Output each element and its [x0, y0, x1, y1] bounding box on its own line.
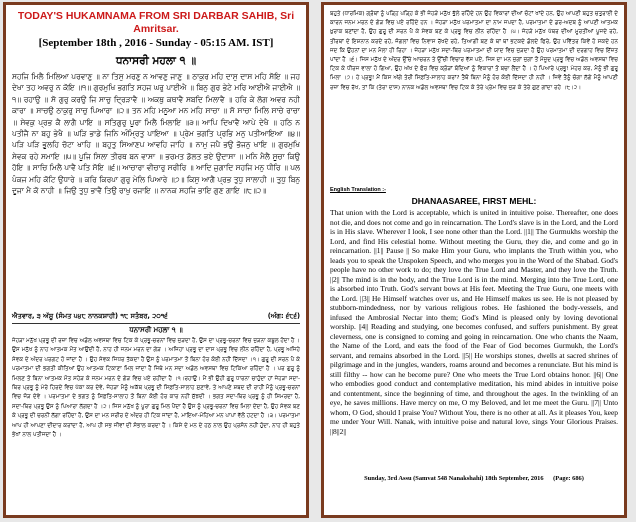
hukamnama-title: TODAY'S HUKAMNAMA FROM SRI DARBAR SAHIB, Sri Amritsar. [17, 10, 295, 35]
right-page [321, 2, 627, 518]
shabad-heading: ਧਨਾਸਰੀ ਮਹਲਾ ੧ ॥ [115, 55, 197, 67]
footer-date: Sunday, 3rd Assu (Samvat 548 Nanakshahi) 18th September, 2016 [364, 475, 544, 482]
gurmukhi-page-number: (ਅੰਗ: ੬੮੬) [267, 312, 300, 320]
english-translation: That union with the Lord is acceptable, which is united in intuitive poise. Thereafter, one does not die, and does not come and go in reincarnation. The Lord's slave is in the Lord, and the Lord is in His slave. Wherever I look, I see none other than the Lord. ||1|| The Gurmukhs worship the Lord, and find His celestial home. Without meeting the Guru, they die, and come and go in reincarnation. ||1|| Pause || So make Him your Guru, who implants the Truth within you, who leads you to speak the Unspoken Speech, and who merges you in the Word of the Shabad. God's people have no other work to do; they love the True Lord and Master, and they love the Truth. ||2|| The mind is in the body, and the True Lord is in the mind. Merging into the True Lord, one is absorbed into Truth. God's servant bows at His feet. Meeting the True Guru, one meets with the Lord. ||3|| He Himself watches over us, and He Himself makes us see. He is not pleased by stubborn-mindedness, nor by various religious robes. He fashioned the body-vessels, and infused the Ambrosial Nectar into them; God's Mind is pleased only by loving devotional worship. ||4|| Reading and studying, one becomes confused, and suffers punishment. By great cleverness, one is consigned to coming and going in reincarnation. One who chants the Naam, the Name of the Lord, and eats the food of the Fear of God becomes Gurmukh, the Lord's servant, and remains absorbed in the Lord. ||5|| He worships stones, dwells at sacred shrines of pilgrimage and in the jungles, wanders, roams around and becomes a renunciate. But his mind is still filthy -- how can he become pure? One who meets the True Lord obtains honor. ||6|| One who embodies good conduct and contemplative meditation, his mind abides in intuitive poise and contentment, since the beginning of time, and throughout the ages. In the twinkling of an eye, he saves millions. Have mercy on me, O my Beloved, and let me meet the Guru. ||7|| Unto whom, O God, should I praise You? Without You, there is no other at all. As it pleases You, keep me under Your Will. Nanak, with intuitive poise and natural love, sings Your Glorious Praises. ||8||2|| [330, 208, 618, 436]
english-translation-label: English Translation :- [330, 187, 386, 193]
commentary-continued: ਬਹੁਤੇ (ਧਾਰਮਿਕ) ਗ੍ਰੰਥਾਂ ਨੂੰ ਪੜ੍ਹਿ ਪੜ੍ਹਿ ਕੇ ਭੀ ਜੇਹੜੇ ਮਨੁੱਖ ਭੁੱਲੇ ਰਹਿੰਦੇ ਹਨ ਉਹ ਵਿਕਾਰਾਂ ਦੀਆਂ ਚੋਟਾਂ ਖਾਂਦੇ ਹਨ, ਉਹ ਆਪਣੀ ਬਹੁਤ ਚਤੁਰਾਈ ਦੇ ਕਾਰਨ ਜਨਮ ਮਰਨ ਦੇ ਗੇੜ ਵਿਚ ਪਏ ਰਹਿੰਦੇ ਹਨ । ਜੇਹੜਾ ਮਨੁੱਖ ਪਰਮਾਤਮਾ ਦਾ ਨਾਮ ਜਪਦਾ ਹੈ, ਪਰਮਾਤਮਾ ਦੇ ਡਰ-ਅਦਬ ਨੂੰ ਆਪਣੀ ਆਤਮਕ ਖ਼ੁਰਾਕ ਬਣਾਂਦਾ ਹੈ, ਉਹ ਗੁਰੂ ਦੀ ਸਰਨ ਪੈ ਕੇ ਸੇਵਕ ਬਣ ਕੇ ਪ੍ਰਭੂ ਵਿਚ ਲੀਨ ਰਹਿੰਦਾ ਹੈ ।੫। ਜੇਹੜੇ ਮਨੁੱਖ ਪੱਥਰ ਦੀਆਂ ਮੂਰਤੀਆਂ ਪੂਜਦੇ ਰਹੇ, ਤੀਰਥਾਂ ਦੇ ਇਸ਼ਨਾਨ ਕਰਦੇ ਰਹੇ, ਜੰਗਲਾਂ ਵਿਚ ਨਿਵਾਸ ਰੱਖਦੇ ਰਹੇ, ਤਿਆਗੀ ਬਣ ਕੇ ਥਾਂ ਥਾਂ ਭਟਕਦੇ ਡੋਲਦੇ ਫਿਰੇ, ਉਹ ਪਵਿੱਤਰ ਕਿਵੇਂ ਹੋ ਸਕਦੇ ਹਨ ਜਦ ਕਿ ਉਹਨਾਂ ਦਾ ਮਨ ਮੈਲਾ ਹੀ ਰਿਹਾ । ਜੇਹੜਾ ਮਨੁੱਖ ਸਦਾ-ਥਿਰ ਪਰਮਾਤਮਾ ਦੀ ਯਾਦ ਵਿਚ ਜੁੜਦਾ ਹੈ ਉਹ ਪਰਮਾਤਮਾ ਦੀ ਦਰਗਾਹ ਵਿਚ ਇੱਜ਼ਤ ਪਾਂਦਾ ਹੈ ।੬। ਜਿਸ ਮਨੁੱਖ ਦੇ ਅੰਦਰ ਉੱਚੇ ਆਚਰਨ ਤੇ ਉੱਚੀ ਵਿਚਾਰ ਵੱਸ ਪਏ, ਜਿਸ ਦਾ ਮਨ ਜੁਗਾਂ ਜੁਗਾਂ ਤੋਂ ਮੌਜੂਦ ਪ੍ਰਭੂ ਵਿਚ ਅਡੋਲ ਅਵਸਥਾ ਵਿਚ ਟਿਕ ਕੇ ਧੀਰਜ ਵਾਲਾ ਹੋ ਗਿਆ, ਉਹ ਅੱਖ ਦੇ ਫੋਰ ਵਿਚ ਕ੍ਰੋੜਾਂ ਬੰਦਿਆਂ ਨੂੰ ਵਿਕਾਰਾਂ ਤੋਂ ਬਚਾ ਲੈਂਦਾ ਹੈ । ਹੇ ਪਿਆਰੇ ਪ੍ਰਭੂ! ਮੇਹਰ ਕਰ, ਮੈਨੂੰ ਭੀ ਗੁਰੂ ਮਿਲਾ ।੭। ਹੇ ਪ੍ਰਭੂ! ਮੈਂ ਕਿਸ ਅੱਗੇ ਤੇਰੀ ਸਿਫ਼ਤਿ-ਸਾਲਾਹ ਕਰਾਂ? ਤੈਥੋਂ ਬਿਨਾ ਮੈਨੂੰ ਹੋਰ ਕੋਈ ਦਿੱਸਦਾ ਹੀ ਨਹੀਂ । ਜਿਵੇਂ ਤੈਨੂੰ ਚੰਗਾ ਲੱਗੇ ਮੈਨੂੰ ਆਪਣੀ ਰਜ਼ਾ ਵਿਚ ਰੱਖ, ਤਾਂ ਕਿ (ਤੇਰਾ ਦਾਸ) ਨਾਨਕ ਅਡੋਲ ਅਵਸਥਾ ਵਿਚ ਟਿਕ ਕੇ ਤੇਰੇ ਪ੍ਰੇਮ ਵਿਚ ਜੁੜ ਕੇ ਤੇਰੇ ਗੁਣ ਗਾਂਦਾ ਰਹੇ ।੮।੨। [330, 11, 618, 91]
commentary-heading: ਧਨਾਸਰੀ ਮਹਲਾ ੧ ॥ [129, 326, 183, 334]
shabad-text: ਸਹਜਿ ਮਿਲੈ ਮਿਲਿਆ ਪਰਵਾਣੁ ॥ ਨਾ ਤਿਸੁ ਮਰਣੁ ਨ ਆਵਣੁ ਜਾਣੁ ॥ ਠਾਕੁਰ ਮਹਿ ਦਾਸੁ ਦਾਸ ਮਹਿ ਸੋਇ ॥ ਜਹ ਦੇਖਾ ਤਹ ਅਵਰੁ ਨ ਕੋਇ ॥੧॥ ਗੁਰਮੁਖਿ ਭਗਤਿ ਸਹਜ ਘਰੁ ਪਾਈਐ ॥ ਬਿਨੁ ਗੁਰ ਭੇਟੇ ਮਰਿ ਆਈਐ ਜਾਈਐ ॥੧॥ ਰਹਾਉ ॥ ਸੋ ਗੁਰੁ ਕਰਉ ਜਿ ਸਾਚੁ ਦ੍ਰਿੜਾਵੈ ॥ ਅਕਥੁ ਕਥਾਵੈ ਸਬਦਿ ਮਿਲਾਵੈ ॥ ਹਰਿ ਕੇ ਲੋਗ ਅਵਰ ਨਹੀ ਕਾਰਾ ॥ ਸਾਚਉ ਠਾਕੁਰੁ ਸਾਚੁ ਪਿਆਰਾ ॥੨॥ ਤਨ ਮਹਿ ਮਨੂਆ ਮਨ ਮਹਿ ਸਾਚਾ ॥ ਸੋ ਸਾਚਾ ਮਿਲਿ ਸਾਚੇ ਰਾਚਾ ॥ ਸੇਵਕੁ ਪ੍ਰਭ ਕੈ ਲਾਗੈ ਪਾਇ ॥ ਸਤਿਗੁਰੁ ਪੂਰਾ ਮਿਲੈ ਮਿਲਾਇ ॥੩॥ ਆਪਿ ਦਿਖਾਵੈ ਆਪੇ ਦੇਖੈ ॥ ਹਠਿ ਨ ਪਤੀਜੈ ਨਾ ਬਹੁ ਭੇਖੈ ॥ ਘੜਿ ਭਾਡੇ ਜਿਨਿ ਅੰਮ੍ਰਿਤੁ ਪਾਇਆ ॥ ਪ੍ਰੇਮ ਭਗਤਿ ਪ੍ਰਭਿ ਮਨੁ ਪਤੀਆਇਆ ॥੪॥ ਪੜਿ ਪੜਿ ਭੂਲਹਿ ਚੋਟਾ ਖਾਹਿ ॥ ਬਹੁਤੁ ਸਿਆਣਪ ਆਵਹਿ ਜਾਹਿ ॥ ਨਾਮੁ ਜਪੈ ਭਉ ਭੋਜਨੁ ਖਾਇ ॥ ਗੁਰਮੁਖਿ ਸੇਵਕ ਰਹੇ ਸਮਾਇ ॥੫॥ ਪੂਜਿ ਸਿਲਾ ਤੀਰਥ ਬਨ ਵਾਸਾ ॥ ਭਰਮਤ ਡੋਲਤ ਭਏ ਉਦਾਸਾ ॥ ਮਨਿ ਮੈਲੈ ਸੂਚਾ ਕਿਉ ਹੋਇ ॥ ਸਾਚਿ ਮਿਲੈ ਪਾਵੈ ਪਤਿ ਸੋਇ ॥੬॥ ਆਚਾਰਾ ਵੀਚਾਰੁ ਸਰੀਰਿ ॥ ਆਦਿ ਜੁਗਾਦਿ ਸਹਜਿ ਮਨੁ ਧੀਰਿ ॥ ਪਲ ਪੰਕਜ ਮਹਿ ਕੋਟਿ ਉਧਾਰੇ ॥ ਕਰਿ ਕਿਰਪਾ ਗੁਰੁ ਮੇਲਿ ਪਿਆਰੇ ॥੭॥ ਕਿਸੁ ਆਗੈ ਪ੍ਰਭ ਤੁਧੁ ਸਾਲਾਹੀ ॥ ਤੁਧੁ ਬਿਨੁ ਦੂਜਾ ਮੈ ਕੋ ਨਾਹੀ ॥ ਜਿਉ ਤੁਧੁ ਭਾਵੈ ਤਿਉ ਰਾਖੁ ਰਜਾਇ ॥ ਨਾਨਕ ਸਹਜਿ ਭਾਇ ਗੁਣ ਗਾਇ ॥੮॥੨॥ [12, 72, 300, 196]
divider [12, 323, 300, 324]
gurmukhi-date-line [12, 312, 300, 321]
english-title: DHANAASAREE, FIRST MEHL: [411, 196, 537, 206]
commentary-text: ਜੇਹੜਾ ਮਨੁੱਖ ਪ੍ਰਭੂ ਦੀ ਰਜ਼ਾ ਵਿਚ ਅਡੋਲ ਅਵਸਥਾ ਵਿਚ ਟਿਕ ਕੇ ਪ੍ਰਭੂ-ਚਰਨਾਂ ਵਿਚ ਜੁੜਦਾ ਹੈ, ਉਸ ਦਾ ਪ੍ਰਭੂ-ਚਰਨਾਂ ਵਿਚ ਜੁੜਨਾ ਕਬੂਲ ਹੋਂਦਾ ਹੈ । ਉਸ ਮਨੁੱਖ ਨੂੰ ਨਾਹ ਆਤਮਕ ਮੌਤ ਆਉਂਦੀ ਹੈ, ਨਾਹ ਹੀ ਜਨਮ ਮਰਨ ਦਾ ਗੇੜ । ਅਜਿਹਾ ਪ੍ਰਭੂ ਦਾ ਦਾਸ ਪ੍ਰਭੂ ਵਿਚ ਲੀਨ ਰਹਿੰਦਾ ਹੈ, ਪ੍ਰਭੂ ਅਜਿਹੇ ਸੇਵਕ ਦੇ ਅੰਦਰ ਪਰਗਟ ਹੋ ਜਾਂਦਾ ਹੈ । ਉਹ ਸੇਵਕ ਜਿਧਰ ਤੱਕਦਾ ਹੈ ਉਸ ਨੂੰ ਪਰਮਾਤਮਾ ਤੋਂ ਬਿਨਾ ਹੋਰ ਕੋਈ ਨਹੀਂ ਦਿੱਸਦਾ ।੧। ਗੁਰੂ ਦੀ ਸਰਨ ਪੈ ਕੇ ਪਰਮਾਤਮਾ ਦੀ ਭਗਤੀ ਕੀਤਿਆਂ ਉਹ ਆਤਮਕ ਟਿਕਾਣਾ ਮਿਲ ਜਾਂਦਾ ਹੈ ਜਿਥੇ ਮਨ ਸਦਾ ਅਡੋਲ ਅਵਸਥਾ ਵਿਚ ਟਿਕਿਆ ਰਹਿੰਦਾ ਹੈ । ਪਰ ਗੁਰੂ ਨੂੰ ਮਿਲਣ ਤੋਂ ਬਿਨਾ ਆਤਮਕ ਮੌਤ ਸਹੇੜ ਕੇ ਜਨਮ ਮਰਨ ਦੇ ਗੇੜ ਵਿਚ ਪਏ ਰਹੀਦਾ ਹੈ ।੧।ਰਹਾਉ। ਮੈਂ ਭੀ ਉਹੀ ਗੁਰੂ ਧਾਰਨਾ ਚਾਹੁੰਦਾ ਹਾਂ ਜੇਹੜਾ ਸਦਾ-ਥਿਰ ਪ੍ਰਭੂ ਨੂੰ ਮੇਰੇ ਹਿਰਦੇ ਵਿਚ ਪੱਕਾ ਕਰ ਦੇਵੇ, ਜੇਹੜਾ ਮੈਨੂੰ ਅਕੱਥ ਪ੍ਰਭੂ ਦੀ ਸਿਫ਼ਤਿ-ਸਾਲਾਹ ਸੁਣਾਵੇ, ਤੇ ਆਪਣੇ ਸ਼ਬਦ ਦੀ ਰਾਹੀਂ ਮੈਨੂੰ ਪ੍ਰਭੂ-ਚਰਨਾਂ ਵਿਚ ਜੋੜ ਦੇਵੇ । ਪਰਮਾਤਮਾ ਦੇ ਭਗਤ ਨੂੰ ਸਿਫ਼ਤਿ-ਸਾਲਾਹ ਤੋਂ ਬਿਨਾ ਕੋਈ ਹੋਰ ਕਾਰ ਨਹੀਂ ਸੁੱਝਦੀ । ਭਗਤ ਸਦਾ-ਥਿਰ ਪ੍ਰਭੂ ਨੂੰ ਹੀ ਸਿਮਰਦਾ ਹੈ, ਸਦਾ-ਥਿਰ ਪ੍ਰਭੂ ਉਸ ਨੂੰ ਪਿਆਰਾ ਲੱਗਦਾ ਹੈ ।੨। ਜਿਸ ਮਨੁੱਖ ਨੂੰ ਪੂਰਾ ਗੁਰੂ ਮਿਲ ਪੈਂਦਾ ਹੈ ਉਸ ਨੂੰ ਪ੍ਰਭੂ-ਚਰਨਾਂ ਵਿਚ ਮਿਲਾ ਦੇਂਦਾ ਹੈ, ਉਹ ਸੇਵਕ ਬਣ ਕੇ ਪ੍ਰਭੂ ਦੀ ਚਰਨੀਂ ਲੱਗਾ ਰਹਿੰਦਾ ਹੈ, ਉਸ ਦਾ ਮਨ ਸਰੀਰ ਦੇ ਅੰਦਰ ਹੀ ਟਿਕ ਜਾਂਦਾ ਹੈ, ਮਾਇਆ-ਮੋਹਿਆ ਮਨ ਪਾਪਾਂ ਵੱਲੋਂ ਹਟਦਾ ਹੈ ।੩। ਪਰਮਾਤਮਾ ਆਪ ਹੀ ਆਪਣਾ ਦੀਦਾਰ ਕਰਾਂਦਾ ਹੈ, ਆਪ ਹੀ ਸਭ ਜੀਵਾਂ ਦੀ ਸੰਭਾਲ ਕਰਦਾ ਹੈ । ਕਿਸੇ ਦੇ ਮਨ ਦੇ ਹਠ ਨਾਲ ਉਹ ਪ੍ਰਸੰਨ ਨਹੀਂ ਹੁੰਦਾ, ਨਾਹ ਹੀ ਬਹੁਤੇ ਭੇਖਾਂ ਨਾਲ ਪਤੀਜਦਾ ਹੈ । [12, 338, 300, 439]
footer-page: (Page: 686) [553, 475, 584, 482]
gurmukhi-date: ਐਤਵਾਰ, ੩ ਅੱਸੂ (ਸੰਮਤ ੫੪੮ ਨਾਨਕਸ਼ਾਹੀ) ੧੮ ਸਤੰਬਰ, ੨੦੧੬ [12, 312, 168, 320]
left-page [3, 2, 309, 518]
footer [330, 475, 618, 482]
date-line: [September 18th , 2016 - Sunday - 05:15 AM. IST] [38, 37, 274, 49]
